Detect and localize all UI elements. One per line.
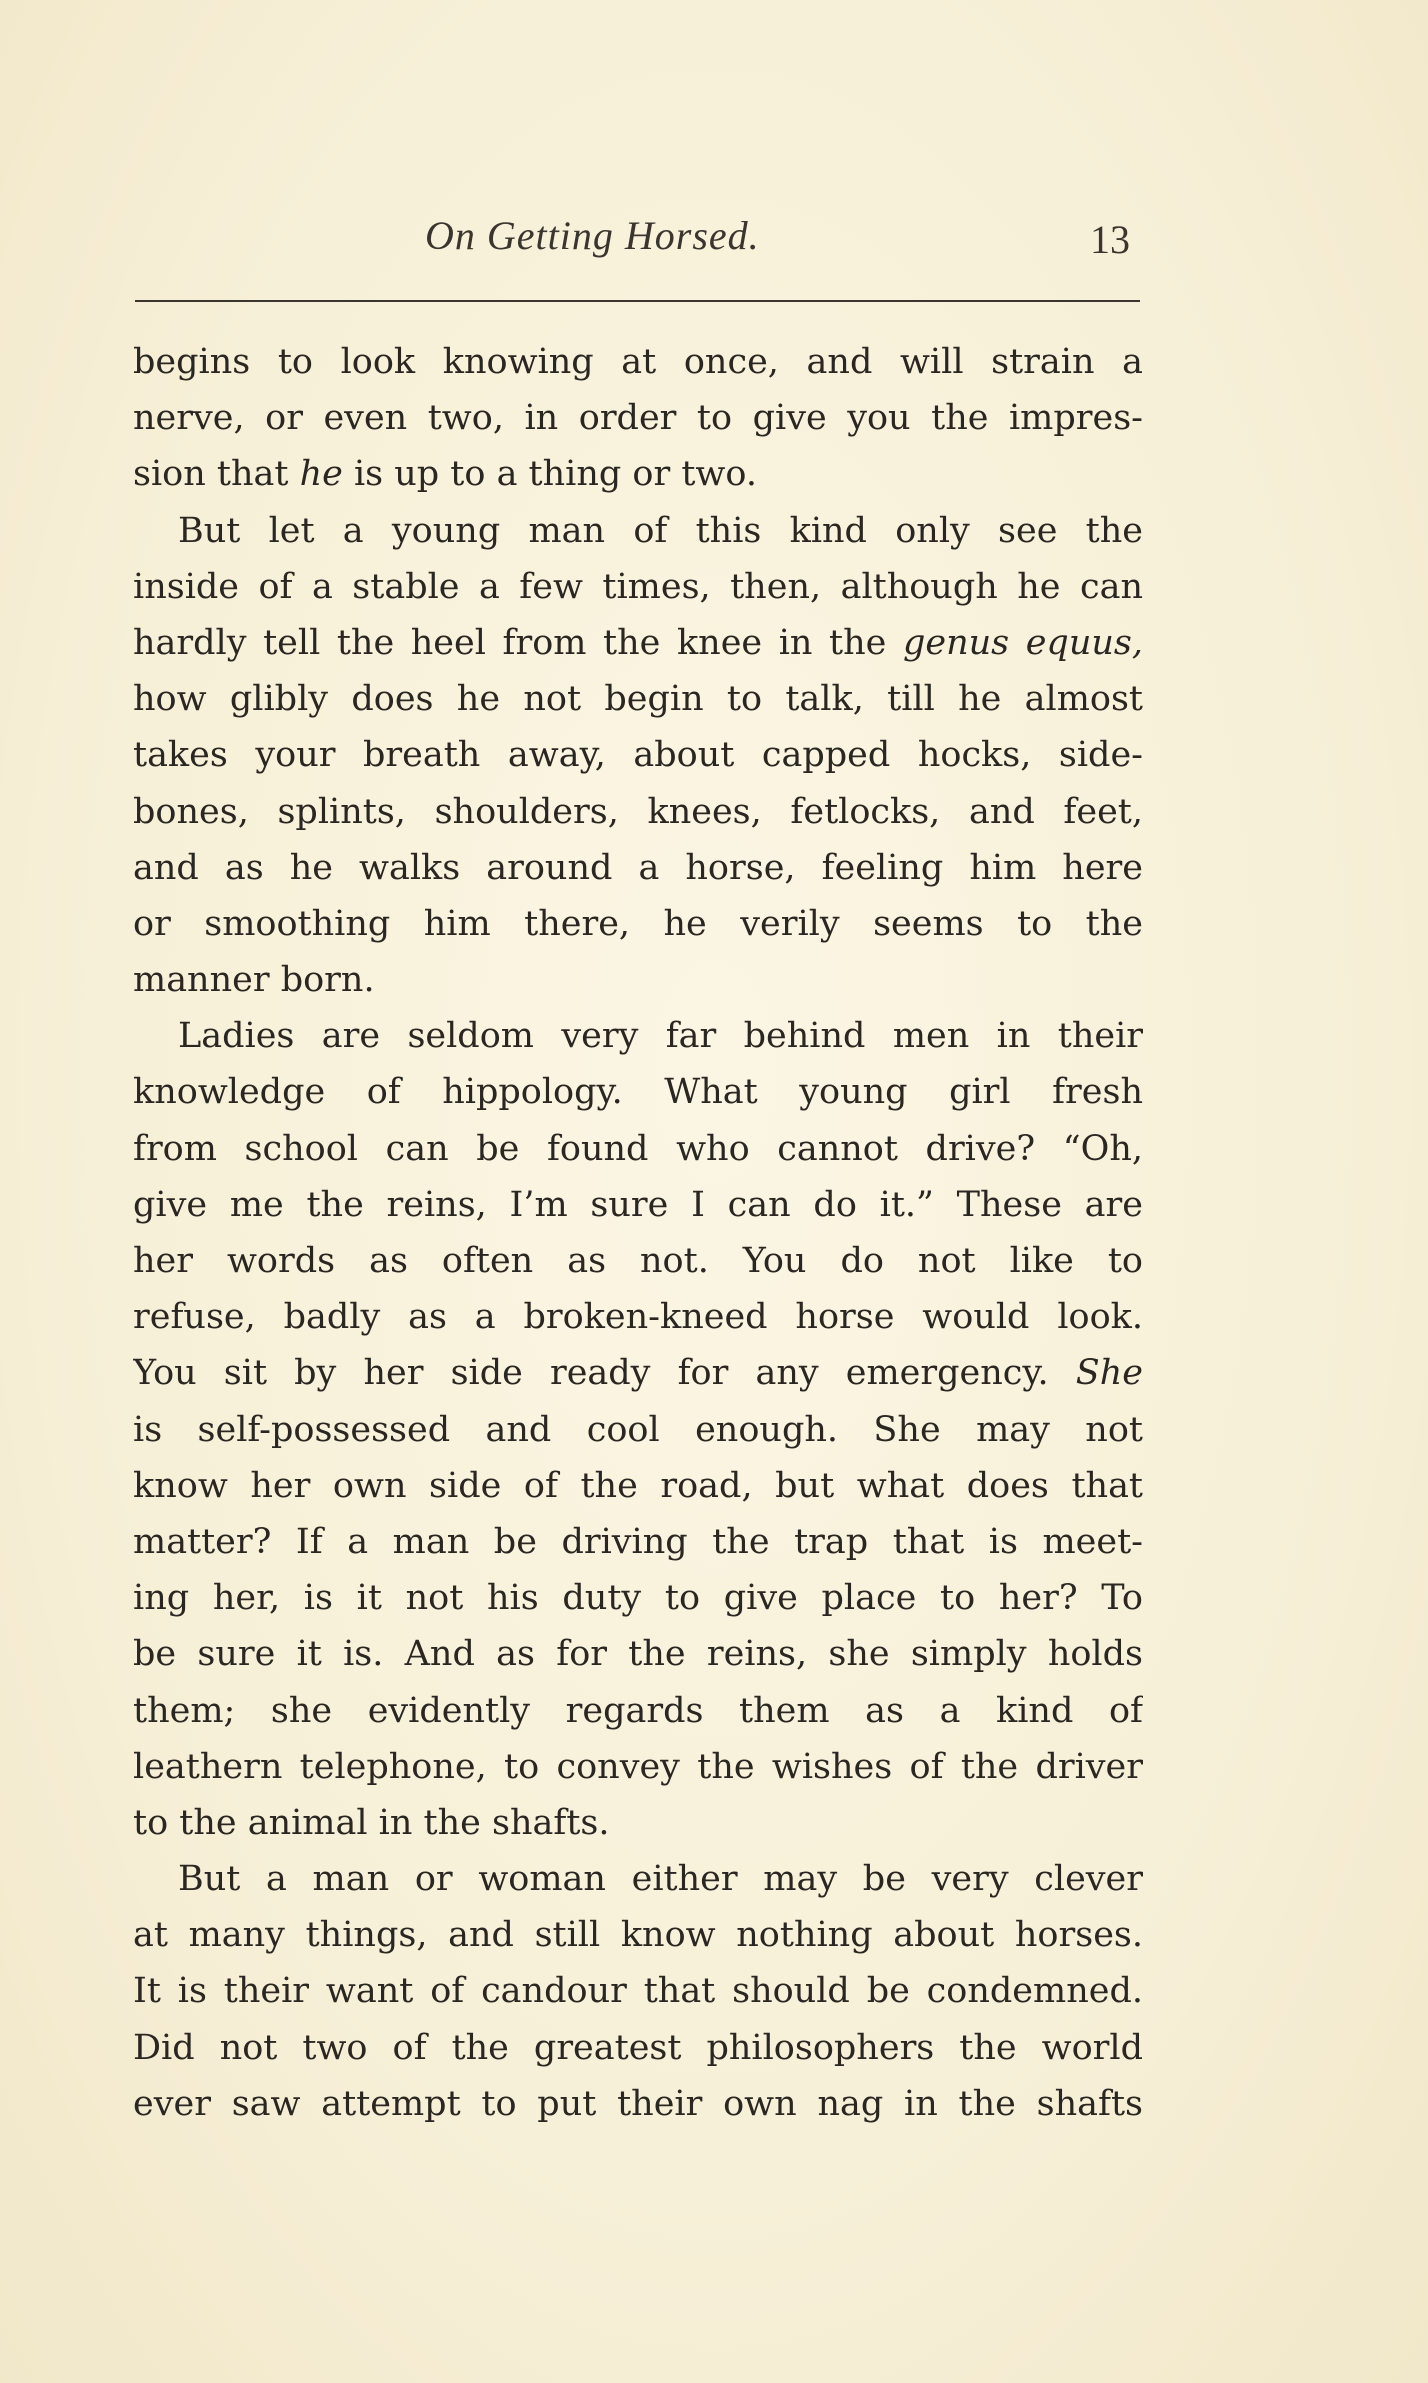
text-line: manner born.: [133, 960, 375, 1001]
text-line: hardly tell the heel from the knee in the genus equus,: [133, 622, 1143, 663]
body-text: [133, 334, 1143, 2132]
text-line: is self-possessed and cool enough. She may not: [133, 1409, 1143, 1450]
text-line: from school can be found who cannot drive? “Oh,: [133, 1128, 1143, 1169]
text-line: know her own side of the road, but what does that: [133, 1465, 1143, 1506]
text-line: to the animal in the shafts.: [133, 1802, 610, 1843]
text-line: takes your breath away, about capped hocks, side-: [133, 735, 1143, 776]
text-line: matter? If a man be driving the trap that is meet-: [133, 1521, 1143, 1562]
text-line: refuse, badly as a broken-kneed horse would look.: [133, 1297, 1143, 1338]
text-line: ing her, is it not his duty to give place to her? To: [133, 1578, 1143, 1619]
text-line: You sit by her side ready for any emergency. She: [133, 1353, 1143, 1394]
italic-word: he: [299, 454, 343, 495]
text-line: ever saw attempt to put their own nag in the shafts: [133, 2083, 1143, 2124]
text-line: and as he walks around a horse, feeling him here: [133, 847, 1143, 888]
running-title: On Getting Horsed.: [425, 213, 760, 258]
page-number: 13: [1090, 217, 1130, 262]
text-line: or smoothing him there, he verily seems to the: [133, 903, 1143, 944]
text-line: them; she evidently regards them as a kind of: [133, 1690, 1143, 1731]
text-line: Did not two of the greatest philosophers the world: [133, 2027, 1143, 2068]
text-line: leathern telephone, to convey the wishes of the driver: [133, 1746, 1143, 1787]
text-line: begins to look knowing at once, and will strain a: [133, 342, 1143, 382]
text-line: bones, splints, shoulders, knees, fetlocks, and feet,: [133, 791, 1143, 832]
text-line: nerve, or even two, in order to give you the impres-: [133, 398, 1143, 439]
text-line: her words as often as not. You do not like to: [133, 1241, 1143, 1281]
text-line: at many things, and still know nothing about horses.: [133, 1915, 1143, 1956]
text-line: Ladies are seldom very far behind men in their: [178, 1016, 1143, 1057]
text-line: But a man or woman either may be very clever: [178, 1859, 1143, 1900]
italic-phrase: genus equus,: [902, 622, 1143, 663]
text-line: how glibly does he not begin to talk, till he almost: [133, 679, 1143, 720]
text-line: But let a young man of this kind only see the: [178, 510, 1143, 551]
text-line: It is their want of candour that should be condemned.: [133, 1971, 1143, 2012]
text-line: sion that he is up to a thing or two.: [133, 454, 757, 495]
text-line: be sure it is. And as for the reins, she simply holds: [133, 1634, 1143, 1675]
text-line: knowledge of hippology. What young girl fresh: [133, 1072, 1143, 1113]
page-header: [135, 212, 1140, 282]
header-rule: [135, 300, 1140, 302]
text-line: inside of a stable a few times, then, although he can: [133, 566, 1143, 607]
text-line: give me the reins, I’m sure I can do it.” These are: [133, 1184, 1143, 1225]
italic-word: She: [1075, 1353, 1143, 1394]
